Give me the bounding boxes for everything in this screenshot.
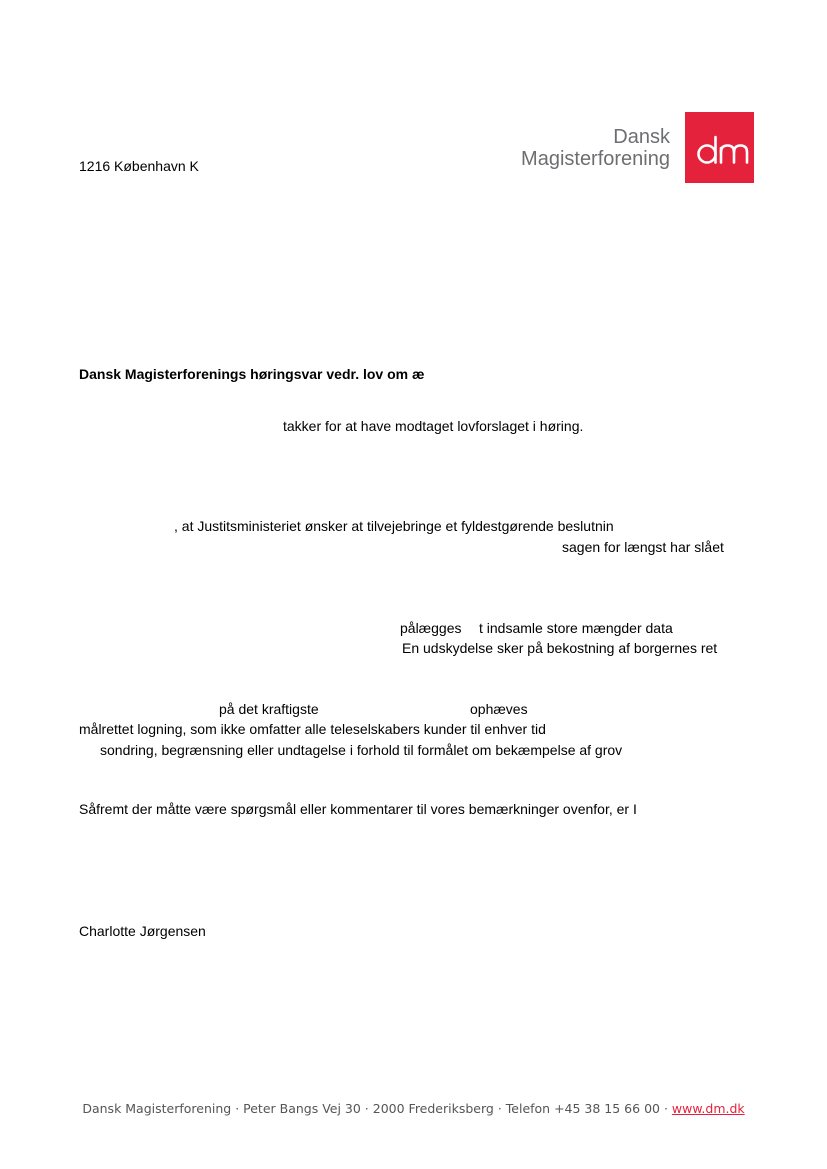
page-footer bbox=[0, 1101, 827, 1116]
footer-address: Dansk Magisterforening · Peter Bangs Vej 30 · 2000 Frederiksberg · Telefon +45 38 15 66 00 · bbox=[82, 1101, 672, 1116]
paragraph-4-line-3: sondring, begrænsning eller undtagelse i forhold til formålet om bekæmpelse af grov bbox=[100, 742, 623, 758]
logo-wordmark bbox=[500, 126, 670, 170]
logo-line-1: Dansk bbox=[613, 126, 670, 148]
paragraph-4-line-2: målrettet logning, som ikke omfatter alle teleselskabers kunder til enhver tid bbox=[79, 721, 546, 737]
paragraph-2-line-1: , at Justitsministeriet ønsker at tilvejebringe et fyldestgørende beslutnin bbox=[174, 518, 614, 534]
letter-subject: Dansk Magisterforenings høringsvar vedr. lov om æ bbox=[79, 366, 425, 382]
paragraph-5: Såfremt der måtte være spørgsmål eller kommentarer til vores bemærkninger ovenfor, er I bbox=[79, 801, 637, 817]
footer-website-link[interactable]: www.dm.dk bbox=[671, 1101, 745, 1116]
recipient-city-line: 1216 København K bbox=[79, 158, 199, 174]
paragraph-3-line-1b: t indsamle store mængder data bbox=[479, 620, 673, 636]
dm-logo-mark bbox=[685, 112, 754, 183]
paragraph-4-line-1a: på det kraftigste bbox=[219, 701, 319, 717]
paragraph-4-line-1b: ophæves bbox=[470, 701, 528, 717]
dm-monogram-icon bbox=[685, 112, 754, 183]
paragraph-3-line-1a: pålægges bbox=[400, 620, 462, 636]
paragraph-2-line-2: sagen for længst har slået bbox=[562, 539, 724, 555]
signature-name: Charlotte Jørgensen bbox=[79, 923, 206, 939]
paragraph-3-line-2: En udskydelse sker på bekostning af borgernes ret bbox=[402, 640, 718, 656]
paragraph-1: takker for at have modtaget lovforslaget i høring. bbox=[283, 418, 584, 434]
logo-line-2: Magisterforening bbox=[521, 148, 670, 170]
